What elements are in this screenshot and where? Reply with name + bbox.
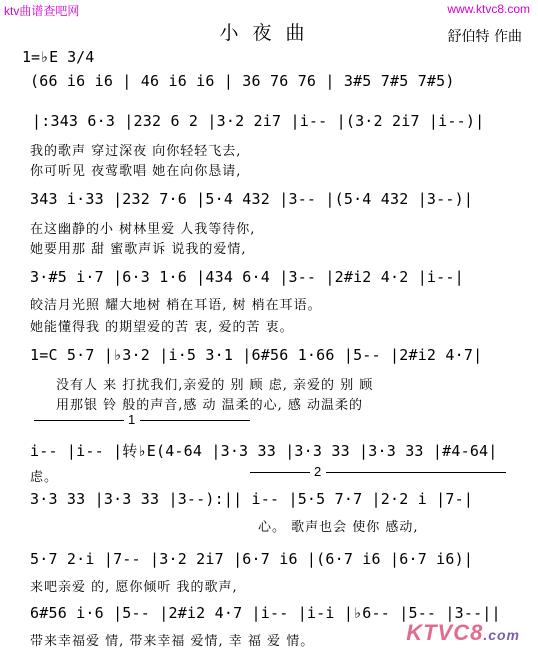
score-line-intro: (66 i6 i6 | 46 i6 i6 | 36 76 76 | 3#5 7#5 7#5) [30, 72, 455, 90]
lyric-line-3a: 皎洁月光照 耀大地树 梢在耳语, 树 梢在耳语。 [30, 298, 322, 313]
score-line-1: |:343 6·3 |232 6 2 |3·2 2i7 |i-- |(3·2 2i7 |i--)| [32, 112, 485, 130]
logo-text: KTVC8 [406, 620, 484, 645]
song-title: 小夜曲 [219, 22, 319, 44]
lyric-line-7: 来吧亲爱 的, 愿你倾听 我的歌声, [30, 580, 238, 595]
lyric-line-5: 虑。 [30, 470, 59, 485]
score-line-6: 3·3 33 |3·3 33 |3--):|| i-- |5·5 7·7 |2·2 i |7-| [30, 490, 474, 508]
composer-credit: 舒伯特 作曲 [447, 29, 522, 45]
watermark-left: ktv曲谱查吧网 [4, 4, 80, 18]
volta-label-2: 2 [314, 464, 322, 479]
score-line-5: i-- |i-- |转♭E(4-64 |3·3 33 |3·3 33 |3·3 33 |#4-64| [30, 442, 498, 460]
lyric-line-2b: 她要用那 甜 蜜歌声诉 说我的爱情, [30, 242, 247, 257]
key-signature: 1=♭E 3/4 [22, 48, 95, 66]
lyric-line-4b: 用那银 铃 般的声音,感 动 温柔的心, 感 动温柔的 [56, 398, 364, 413]
score-line-2: 343 i·33 |232 7·6 |5·4 432 |3-- |(5·4 432 |3--)| [30, 190, 474, 208]
site-logo [406, 620, 520, 646]
score-line-3: 3·#5 i·7 |6·3 1·6 |434 6·4 |3-- |2#i2 4·2 |i--| [30, 268, 464, 286]
logo-suffix: .com [483, 627, 520, 643]
score-line-8: 6#56 i·6 |5-- |2#i2 4·7 |i-- |i-i |♭6-- |5-- |3--|| [30, 604, 501, 622]
score-line-4: 1=C 5·7 |♭3·2 |i·5 3·1 |6#56 1·66 |5-- |2#i2 4·7| [30, 346, 483, 364]
lyric-line-6: 心。 歌声也会 使你 感动, [258, 520, 419, 535]
volta-label-1: 1 [128, 412, 136, 427]
score-line-7: 5·7 2·i |7-- |3·2 2i7 |6·7 i6 |(6·7 i6 |6·7 i6)| [30, 550, 474, 568]
volta-bracket-2-line [250, 472, 310, 473]
volta-bracket-1-line-right [140, 420, 250, 421]
volta-bracket-2-line-right [326, 472, 506, 473]
lyric-line-1b: 你可听见 夜莺歌唱 她在向你恳请, [30, 164, 242, 179]
watermark-right: www.ktvc8.com [447, 2, 530, 16]
lyric-line-3b: 她能懂得我 的期望爱的苦 衷, 爱的苦 衷。 [30, 320, 294, 335]
lyric-line-8: 带来幸福爱 情, 带来幸福 爱情, 幸 福 爱 情。 [30, 634, 315, 649]
lyric-line-1a: 我的歌声 穿过深夜 向你轻轻飞去, [30, 144, 242, 159]
lyric-line-4a: 没有人 来 打扰我们,亲爱的 别 顾 虑, 亲爱的 别 顾 [56, 378, 374, 393]
volta-bracket-1-line [34, 420, 124, 421]
lyric-line-2a: 在这幽静的小 树林里爱 人我等待你, [30, 222, 256, 237]
